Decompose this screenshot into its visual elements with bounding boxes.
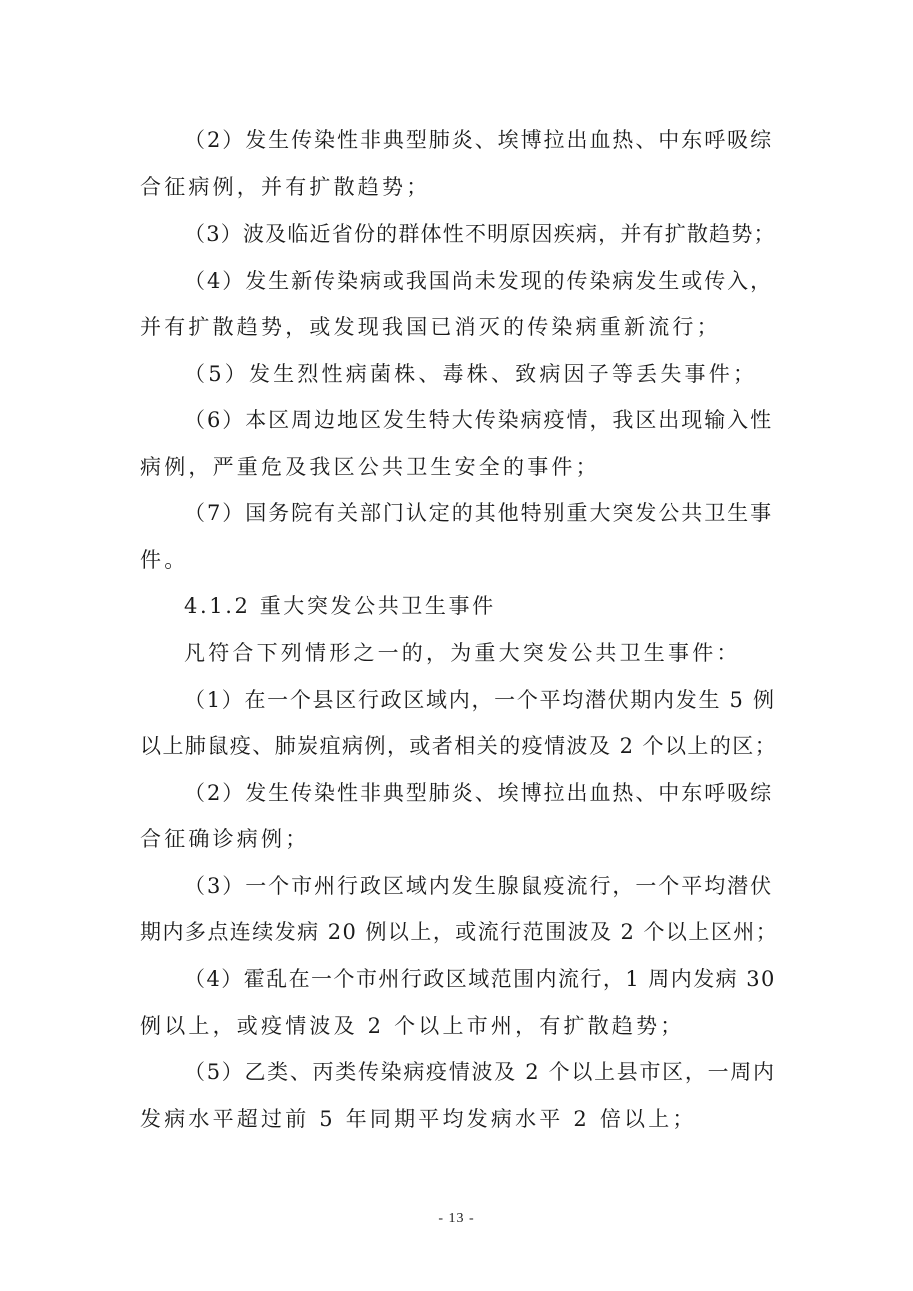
paragraph-line: （2）发生传染性非典型肺炎、埃博拉出血热、中东呼吸综 bbox=[184, 781, 774, 805]
page-number: - 13 - bbox=[438, 1211, 475, 1226]
paragraph-line: （3）波及临近省份的群体性不明原因疾病，并有扩散趋势； bbox=[184, 222, 776, 246]
paragraph-line: （4）发生新传染病或我国尚未发现的传染病发生或传入， bbox=[184, 269, 774, 293]
paragraph-line: （5）发生烈性病菌株、毒株、致病因子等丢失事件； bbox=[184, 362, 758, 386]
paragraph-line: 例以上，或疫情波及 2 个以上市州，有扩散趋势； bbox=[140, 1014, 685, 1038]
paragraph-line: （7）国务院有关部门认定的其他特别重大突发公共卫生事 bbox=[184, 501, 774, 525]
paragraph-line: （6）本区周边地区发生特大传染病疫情，我区出现输入性 bbox=[184, 408, 774, 432]
paragraph-line: （2）发生传染性非典型肺炎、埃博拉出血热、中东呼吸综 bbox=[184, 128, 774, 152]
paragraph-line: 并有扩散趋势，或发现我国已消灭的传染病重新流行； bbox=[140, 315, 721, 339]
section-heading: 4.1.2 重大突发公共卫生事件 bbox=[184, 594, 496, 618]
paragraph-line: （5）乙类、丙类传染病疫情波及 2 个以上县市区，一周内 bbox=[184, 1060, 776, 1084]
paragraph-line: 件。 bbox=[140, 548, 189, 572]
paragraph-line: （4）霍乱在一个市州行政区域范围内流行，1 周内发病 30 bbox=[184, 967, 776, 991]
paragraph-line: 发病水平超过前 5 年同期平均发病水平 2 倍以上； bbox=[140, 1107, 697, 1131]
paragraph-line: 病例，严重危及我区公共卫生安全的事件； bbox=[140, 455, 600, 479]
paragraph-line: 以上肺鼠疫、肺炭疽病例，或者相关的疫情波及 2 个以上的区； bbox=[140, 734, 778, 758]
paragraph-line: 期内多点连续发病 20 例以上，或流行范围波及 2 个以上区州； bbox=[140, 920, 779, 944]
paragraph-line: 凡符合下列情形之一的，为重大突发公共卫生事件： bbox=[184, 641, 741, 665]
paragraph-line: （3）一个市州行政区域内发生腺鼠疫流行，一个平均潜伏 bbox=[184, 874, 774, 898]
paragraph-line: 合征确诊病例； bbox=[140, 827, 310, 851]
paragraph-line: （1）在一个县区行政区域内，一个平均潜伏期内发生 5 例 bbox=[184, 688, 776, 712]
paragraph-line: 合征病例，并有扩散趋势； bbox=[140, 175, 431, 199]
